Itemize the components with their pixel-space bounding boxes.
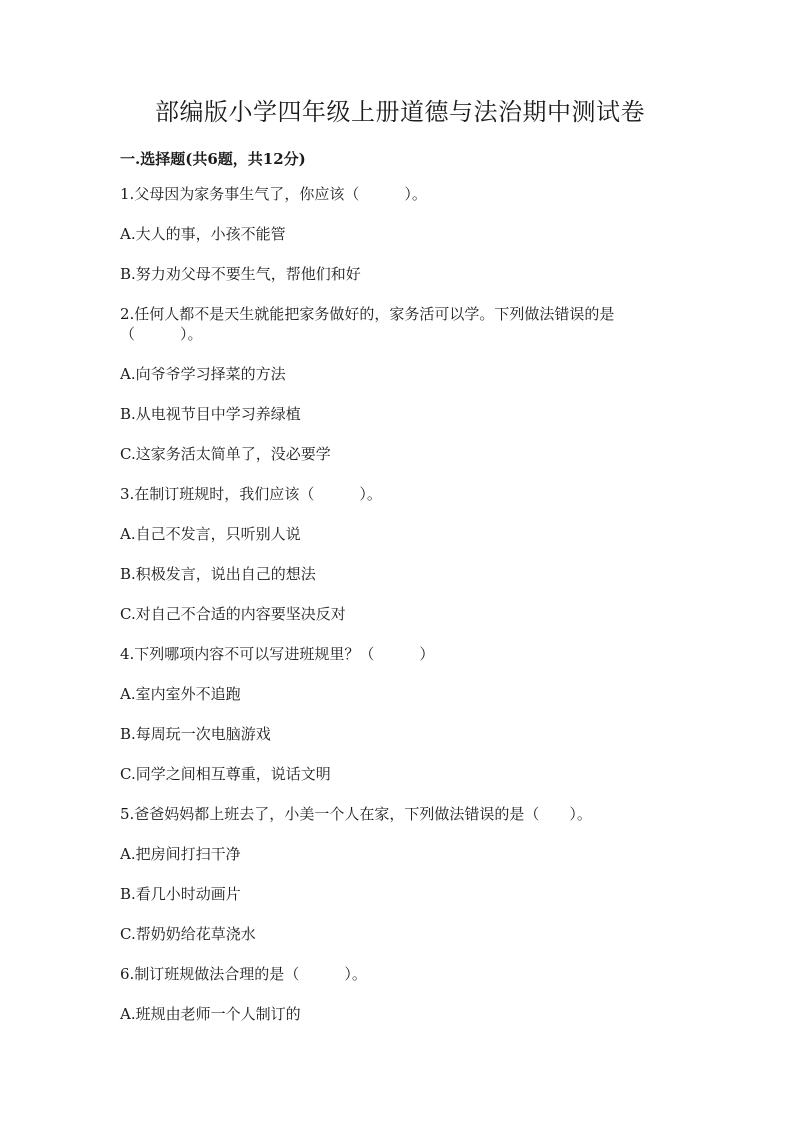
question-3-option-a: A.自己不发言，只听别人说 [120, 525, 301, 543]
question-3-option-c: C.对自己不合适的内容要坚决反对 [120, 605, 346, 623]
question-5-option-a: A.把房间打扫干净 [120, 845, 241, 863]
question-3: 3.在制订班规时，我们应该（ ）。 [120, 485, 382, 503]
question-4-option-b: B.每周玩一次电脑游戏 [120, 725, 271, 743]
question-3-option-b: B.积极发言，说出自己的想法 [120, 565, 316, 583]
question-list [120, 184, 680, 1044]
question-1-option-b: B.努力劝父母不要生气，帮他们和好 [120, 265, 361, 283]
question-1: 1.父母因为家务事生气了，你应该（ ）。 [120, 185, 427, 203]
question-5: 5.爸爸妈妈都上班去了，小美一个人在家，下列做法错误的是（ ）。 [120, 805, 592, 823]
question-2-option-c: C.这家务活太简单了，没必要学 [120, 445, 331, 463]
question-5-option-b: B.看几小时动画片 [120, 885, 241, 903]
question-5-option-c: C.帮奶奶给花草浇水 [120, 925, 256, 943]
question-1-option-a: A.大人的事，小孩不能管 [120, 225, 286, 243]
question-2-option-b: B.从电视节目中学习养绿植 [120, 405, 301, 423]
question-4-option-a: A.室内室外不追跑 [120, 685, 241, 703]
section-heading: 一.选择题(共6题，共12分) [120, 150, 306, 168]
question-6-option-a: A.班规由老师一个人制订的 [120, 1005, 301, 1023]
question-4: 4.下列哪项内容不可以写进班规里？（ ） [120, 645, 435, 663]
page-title: 部编版小学四年级上册道德与法治期中测试卷 [155, 98, 645, 126]
question-2: 2.任何人都不是天生就能把家务做好的，家务活可以学。下列做法错误的是（ ）。 [120, 305, 615, 343]
question-2-option-a: A.向爷爷学习择菜的方法 [120, 365, 286, 383]
question-4-option-c: C.同学之间相互尊重，说话文明 [120, 765, 331, 783]
question-6: 6.制订班规做法合理的是（ ）。 [120, 965, 367, 983]
